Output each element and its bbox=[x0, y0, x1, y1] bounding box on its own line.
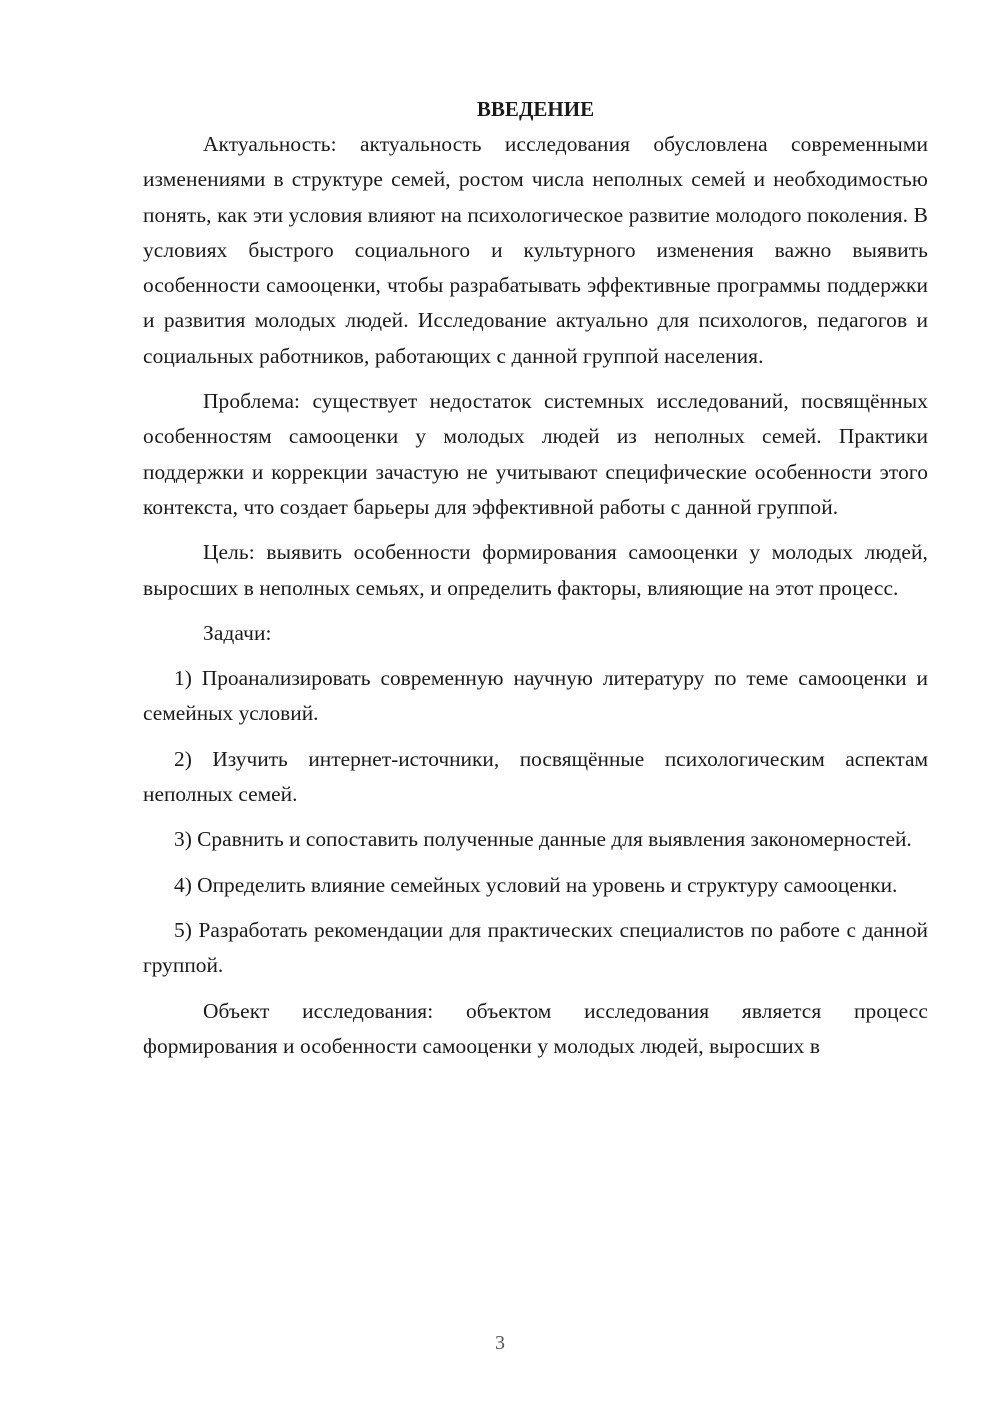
list-item: 4) Определить влияние семейных условий на уровень и структуру самооценки. bbox=[174, 872, 898, 897]
list-item: 2) Изучить интернет-источники, посвящённые психологическим аспектам неполных семей. bbox=[143, 746, 928, 807]
page-number: 3 bbox=[495, 1332, 505, 1354]
page-title: ВВЕДЕНИЕ bbox=[476, 97, 595, 121]
tasks-label: Задачи: bbox=[203, 620, 272, 645]
goal-paragraph: Цель: выявить особенности формирования самооценки у молодых людей, выросших в неполных семьях, и определить факторы, влияющие на этот процесс. bbox=[143, 540, 928, 600]
document-page bbox=[143, 92, 928, 1064]
object-paragraph: Объект исследования: объектом исследования является процесс формирования и особенности самооценки у молодых людей, выросших в bbox=[143, 998, 928, 1058]
problem-paragraph: Проблема: существует недостаток системных исследований, посвящённых особенностям самооценки у молодых людей из неполных семей. Практики поддержки и коррекции зачастую не учитывают специфические особенности этого контекста, что создает барьеры для эффективной работы с данной группой. bbox=[143, 389, 928, 519]
tasks-list bbox=[143, 661, 928, 983]
list-item: 1) Проанализировать современную научную литературу по теме самооценки и семейных условий. bbox=[143, 666, 928, 726]
relevance-paragraph: Актуальность: актуальность исследования обусловлена современными изменениями в структуре семей, ростом числа неполных семей и необходимостью понять, как эти условия влияют на психологическое развитие молодого поколения. В условиях быстрого социального и культурного изменения важно выявить особенности самооценки, чтобы разрабатывать эффективные программы поддержки и развития молодых людей. Исследование актуально для психологов, педагогов и социальных работников, работающих с данной группой населения. bbox=[143, 132, 928, 368]
list-item: 5) Разработать рекомендации для практических специалистов по работе с данной группой. bbox=[143, 917, 928, 978]
list-item: 3) Сравнить и сопоставить полученные данные для выявления закономерностей. bbox=[174, 827, 912, 852]
